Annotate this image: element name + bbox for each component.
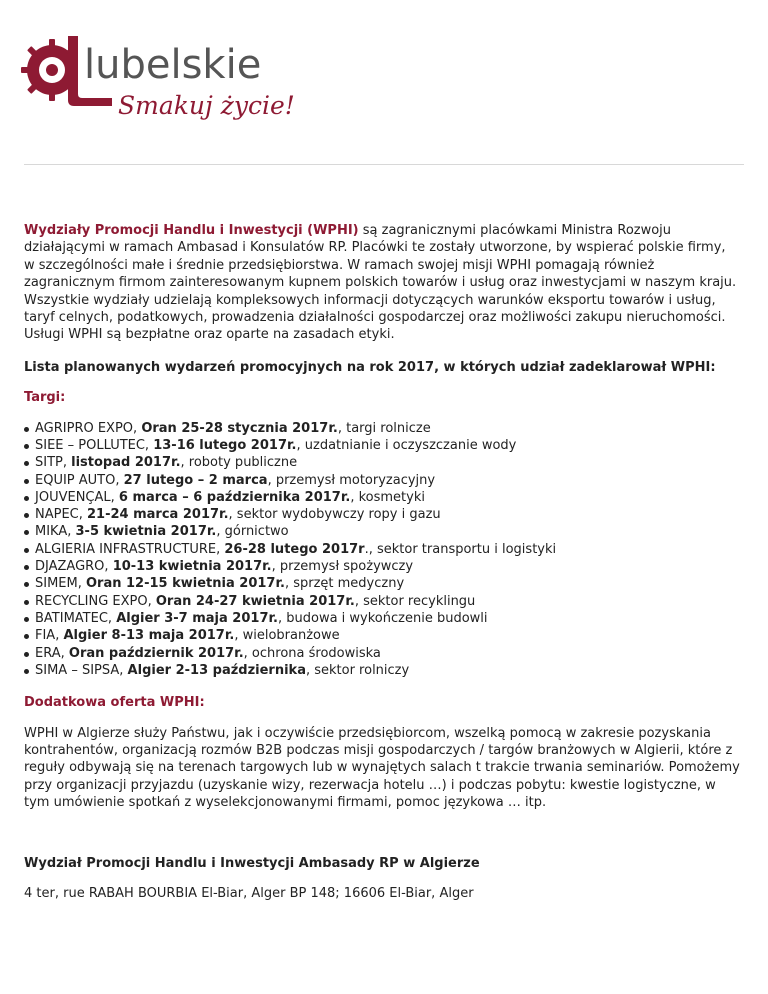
page-header — [0, 0, 768, 165]
intro-text: są zagranicznymi placówkami Ministra Rozwoju działającymi w ramach Ambasad i Konsulatów RP. Placówki te zostały utworzone, by wspierać polskie firmy, w szczególności małe i średnie przedsiębiorstwa. W ramach swojej misji WPHI pomagają również zagranicznym firmom zainteresowanym kupnem polskich towarów i usług oraz inwestycjami w naszym kraju. Wszystkie wydziały udzielają kompleksowych informacji dotyczących warunków eksportu towarów i usług, taryf celnych, podatkowych, prowadzenia działalności gospodarczej oraz możliwości zakupu nieruchomości. Usługi WPHI są bezpłatne oraz oparte na zasadach etyki. — [24, 223, 737, 343]
logo-tagline: Smakuj życie! — [118, 91, 295, 120]
office-address: 4 ter, rue RABAH BOURBIA El-Biar, Alger BP 148; 16606 El-Biar, Alger — [24, 885, 474, 901]
list-item: NAPEC, 21-24 marca 2017r., sektor wydobywczy ropy i gazu — [24, 506, 740, 523]
offer-heading: Dodatkowa oferta WPHI: — [24, 695, 205, 711]
list-item: FIA, Algier 8-13 maja 2017r., wielobranżowe — [24, 627, 740, 644]
list-item: SITP, listopad 2017r., roboty publiczne — [24, 454, 740, 471]
wphi-highlight: Wydziały Promocji Handlu i Inwestycji (WPHI) — [24, 223, 359, 238]
list-item: SIMEM, Oran 12-15 kwietnia 2017r., sprzęt medyczny — [24, 575, 740, 592]
lubelskie-logo[interactable] — [24, 26, 295, 136]
offer-paragraph: WPHI w Algierze służy Państwu, jak i oczywiście przedsiębiorcom, wszelką pomocą w zakresie pozyskania kontrahentów, organizacją rozmów B2B podczas misji gospodarczych / targów branżowych w Algierii, które z reguły odbywają się na terenach targowych lub w wynajętych salach t trakcie trwania seminariów. Pomożemy przy organizacji przyjazdu (uzyskanie wizy, rezerwacja hotelu …) i podczas pobytu: kwestie logistyczne, w tym umówienie spotkań z wyselekcjonowanymi firmami, pomoc językowa … itp. — [24, 725, 740, 811]
list-item: ALGIERIA INFRASTRUCTURE, 26-28 lutego 2017r., sektor transportu i logistyki — [24, 541, 740, 558]
fairs-list — [24, 420, 740, 679]
list-item: SIMA – SIPSA, Algier 2-13 października, sektor rolniczy — [24, 662, 740, 679]
list-item: ERA, Oran październik 2017r., ochrona środowiska — [24, 645, 740, 662]
intro-paragraph — [24, 222, 740, 344]
header-divider — [24, 164, 744, 165]
list-item: MIKA, 3-5 kwietnia 2017r., górnictwo — [24, 523, 740, 540]
list-item: BATIMATEC, Algier 3-7 maja 2017r., budowa i wykończenie budowli — [24, 610, 740, 627]
logo-wordmark: lubelskie — [84, 42, 262, 88]
list-item: JOUVENÇAL, 6 marca – 6 października 2017r., kosmetyki — [24, 489, 740, 506]
office-title: Wydział Promocji Handlu i Inwestycji Ambasady RP w Algierze — [24, 855, 480, 871]
list-item: AGRIPRO EXPO, Oran 25-28 stycznia 2017r., targi rolnicze — [24, 420, 740, 437]
list-item: SIEE – POLLUTEC, 13-16 lutego 2017r., uzdatnianie i oczyszczanie wody — [24, 437, 740, 454]
list-item: EQUIP AUTO, 27 lutego – 2 marca, przemysł motoryzacyjny — [24, 472, 740, 489]
fairs-heading: Targi: — [24, 390, 66, 406]
events-list-heading: Lista planowanych wydarzeń promocyjnych na rok 2017, w których udział zadeklarował WPHI: — [24, 359, 716, 375]
list-item: DJAZAGRO, 10-13 kwietnia 2017r., przemysł spożywczy — [24, 558, 740, 575]
article-content — [24, 222, 740, 902]
list-item: RECYCLING EXPO, Oran 24-27 kwietnia 2017r., sektor recyklingu — [24, 593, 740, 610]
